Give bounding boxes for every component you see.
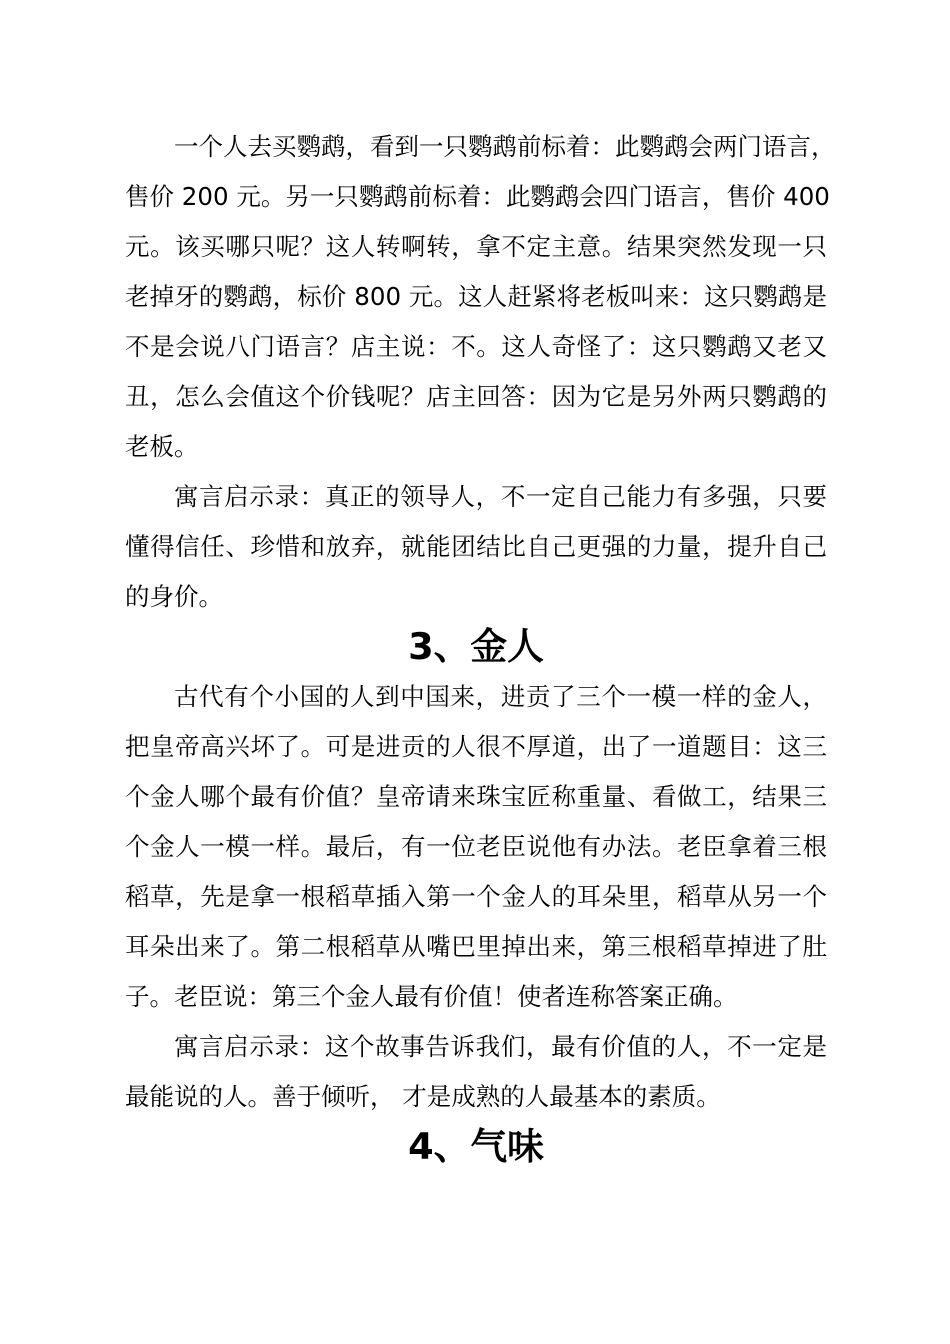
text-line: 不是会说八门语言？店主说：不。这人奇怪了：这只鹦鹉又老又: [125, 332, 827, 361]
text-line: 寓言启示录：这个故事告诉我们，最有价值的人，不一定是: [174, 1032, 827, 1061]
text-line: 一个人去买鹦鹉，看到一只鹦鹉前标着：此鹦鹉会两门语言，: [174, 132, 836, 161]
text-line: 元。该买哪只呢？这人转啊转，拿不定主意。结果突然发现一只: [125, 232, 827, 261]
section-heading: 4、气味: [408, 1125, 544, 1168]
text-line: 老掉牙的鹦鹉，标价 800 元。这人赶紧将老板叫来：这只鹦鹉是: [125, 282, 827, 311]
text-line: 老板。: [125, 432, 199, 461]
parrot-moral-paragraph: [125, 472, 827, 622]
text-line: 个金人哪个最有价值？皇帝请来珠宝匠称重量、看做工，结果三: [125, 782, 827, 811]
text-line: 古代有个小国的人到中国来，进贡了三个一模一样的金人，: [174, 682, 827, 711]
text-line: 稻草，先是拿一根稻草插入第一个金人的耳朵里，稻草从另一个: [125, 882, 827, 911]
document-page: [125, 122, 836, 1172]
text-line: 的身价。: [125, 582, 223, 611]
text-line: 售价 200 元。另一只鹦鹉前标着：此鹦鹉会四门语言，售价 400: [125, 182, 830, 211]
golden-figures-story-paragraph: [125, 672, 827, 1022]
text-line: 最能说的人。善于倾听， 才是成熟的人最基本的素质。: [125, 1082, 721, 1111]
text-line: 寓言启示录：真正的领导人，不一定自己能力有多强，只要: [174, 482, 827, 511]
golden-figures-moral-paragraph: [125, 1022, 827, 1122]
text-line: 个金人一模一样。最后，有一位老臣说他有办法。老臣拿着三根: [125, 832, 827, 861]
text-line: 把皇帝高兴坏了。可是进贡的人很不厚道，出了一道题目：这三: [125, 732, 827, 761]
text-line: 耳朵出来了。第二根稻草从嘴巴里掉出来，第三根稻草掉进了肚: [125, 932, 827, 961]
text-line: 丑，怎么会值这个价钱呢？店主回答：因为它是另外两只鹦鹉的: [125, 382, 827, 411]
section-heading: 3、金人: [408, 625, 544, 668]
parrot-story-paragraph: [125, 122, 836, 472]
text-line: 子。老臣说：第三个金人最有价值！使者连称答案正确。: [125, 982, 738, 1011]
text-line: 懂得信任、珍惜和放弃，就能团结比自己更强的力量，提升自己: [125, 532, 827, 561]
